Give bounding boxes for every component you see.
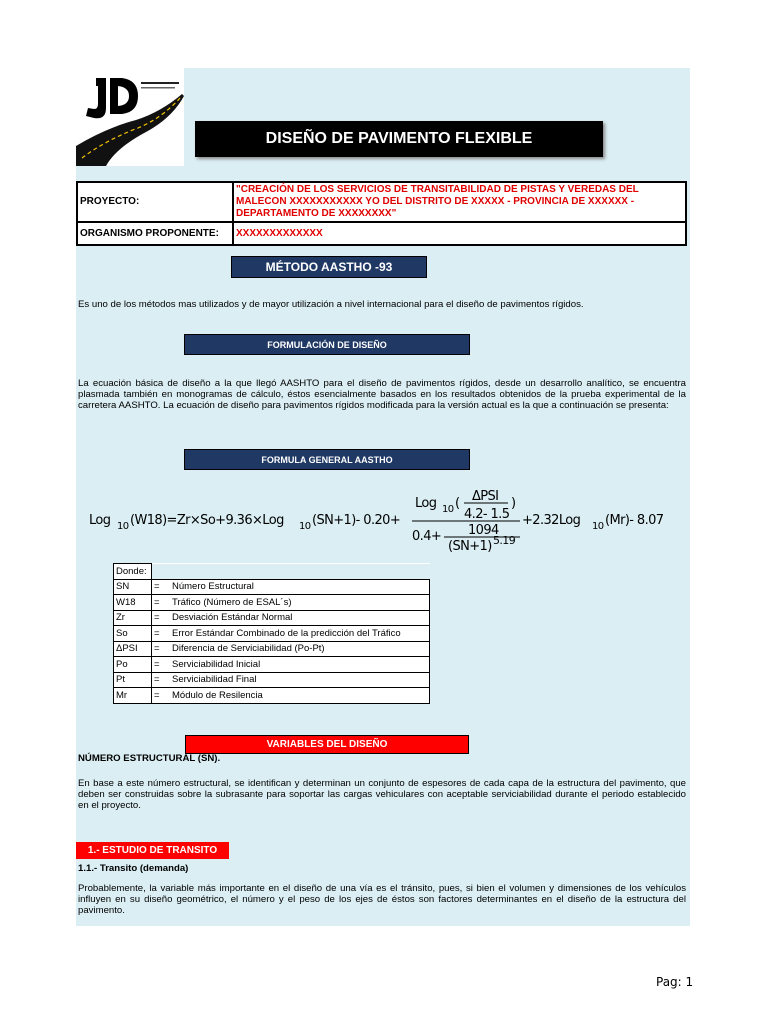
formula-num-log: Log [415,496,437,511]
formulation-title: FORMULACIÓN DE DISEÑO [184,334,470,355]
variables-title: VARIABLES DEL DISEÑO [185,735,469,754]
formula-0-4: 0.4+ [412,529,442,544]
method-title: MÉTODO AASTHO -93 [231,256,427,278]
definition-row [114,595,430,611]
formula-exponent: 5.19 [493,534,516,547]
project-row [77,182,686,222]
organism-value: XXXXXXXXXXXXX [233,222,686,245]
formula-log: Log [89,513,111,528]
intro-text: Es uno de los métodos mas utilizados y de mayor utilización a nivel internacional para el diseño de pavimentos rígidos. [78,299,584,310]
company-logo [76,68,184,166]
definition-equals: = [152,688,171,704]
definition-row [114,610,430,626]
definition-symbol: Po [114,657,152,673]
project-label: PROYECTO: [77,182,233,222]
definition-equals: = [152,672,171,688]
definition-symbol: Mr [114,688,152,704]
page-number: Pag: 1 [656,975,694,989]
definition-symbol: Zr [114,610,152,626]
definition-row [114,579,430,595]
sn-heading: NÚMERO ESTRUCTURAL (SN). [78,753,221,764]
definition-row [114,672,430,688]
organism-row [77,222,686,245]
definition-row [114,626,430,642]
transit-text: Probablemente, la variable más importante en el diseño de una vía es el tránsito, pues, si bien el volumen y dimensiones de los vehículos influyen en su diseño geométrico, el número y el peso de los ejes de éstos son factores determinantes en el diseño de la estructura del pavimento. [78,883,686,916]
definition-equals: = [152,626,171,642]
definition-description: Error Estándar Combinado de la predicción del Tráfico [170,626,430,642]
definition-description: Serviciabilidad Inicial [170,657,430,673]
definition-description: Diferencia de Serviciabilidad (Po-Pt) [170,641,430,657]
definition-symbol: ΔPSI [114,641,152,657]
transit-title: 1.- ESTUDIO DE TRANSITO [76,842,229,859]
project-info-table [76,181,687,246]
definition-equals: = [152,595,171,611]
definition-description: Módulo de Resilencia [170,688,430,704]
project-value: "CREACIÓN DE LOS SERVICIOS DE TRANSITABILIDAD DE PISTAS Y VEREDAS DEL MALECON XXXXXXXXXXX YO DEL DISTRITO DE XXXXX - PROVINCIA DE XXXXXX - DEPARTAMENTO DE XXXXXXXX" [233,182,686,222]
formula-sn-den: (SN+1) [448,539,492,554]
formula-w18: (W18)=Zr×So+9.36×Log [130,513,284,528]
formula-sn-term: (SN+1)- 0.20+ [312,513,401,528]
page-title: DISEÑO DE PAVIMENTO FLEXIBLE [195,121,603,157]
organism-label: ORGANISMO PROPONENTE: [77,222,233,245]
definition-row [114,641,430,657]
formula-sub-2: 10 [299,521,311,532]
definition-description: Desviación Estándar Normal [170,610,430,626]
formula-sub-1: 10 [117,521,129,532]
definition-equals: = [152,610,171,626]
formula-num-close: ) [511,496,516,511]
formula-dpsi: ΔPSI [472,489,499,504]
formula-psi-range: 4.2- 1.5 [464,507,510,522]
aashto-formula [80,484,700,556]
definition-description: Serviciabilidad Final [170,672,430,688]
definition-equals: = [152,657,171,673]
sn-text: En base a este número estructural, se identifican y determinan un conjunto de espesores de cada capa de la estructura del pavimento, que deben ser construidas sobre la subrasante para soportar las cargas vehiculares con aceptable serviciabilidad durante el periodo establecido en el proyecto. [78,778,686,811]
formula-num-paren: ( [455,496,460,511]
transit-subheading: 1.1.- Transito (demanda) [78,863,189,874]
formula-mr: (Mr)- 8.07 [605,513,664,528]
definition-row [114,688,430,704]
formula-sub-3: 10 [442,504,454,515]
definitions-header: Donde: [114,564,152,580]
formula-1094: 1094 [468,523,499,538]
definition-description: Tráfico (Número de ESAL´s) [170,595,430,611]
definition-symbol: Pt [114,672,152,688]
definition-symbol: W18 [114,595,152,611]
formula-title: FORMULA GENERAL AASTHO [184,449,470,470]
definition-equals: = [152,641,171,657]
definition-symbol: So [114,626,152,642]
definitions-header-row [114,564,430,580]
definition-equals: = [152,579,171,595]
formula-sub-4: 10 [592,521,604,532]
formula-rhs-log: +2.32Log [522,513,581,528]
definition-row [114,657,430,673]
definition-description: Número Estructural [170,579,430,595]
definition-symbol: SN [114,579,152,595]
formulation-text: La ecuación básica de diseño a la que llegó AASHTO para el diseño de pavimentos rígidos, desde un desarrollo analítico, se encuentra plasmada también en monogramas de cálculo, éstos esencialmente basados en los resultados obtenidos de la prueba experimental de la carretera AASHTO. La ecuación de diseño para pavimentos rígidos modificada para la versión actual es la que a continuación se presenta: [78,378,686,411]
definitions-table [113,563,430,704]
